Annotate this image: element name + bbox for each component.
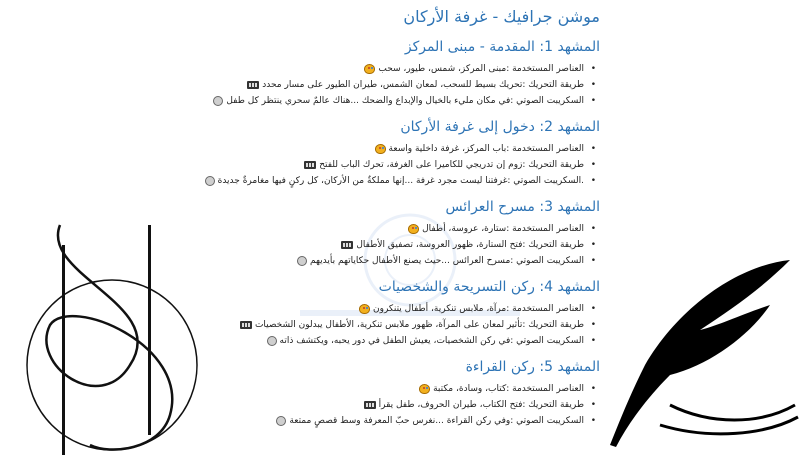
list-item: • طريقة التحريك :تأثير لمعان على المرآة، ظهور ملابس تنكرية، الأطفال يبدلون الشخصيات [180,318,584,332]
film-icon [364,401,376,409]
list-item: • طريقة التحريك :فتح الكتاب، طيران الحروف، طفل يقرأ [180,398,584,412]
scene-3 [180,198,600,268]
scene-2 [180,118,600,188]
speech-icon [297,256,307,266]
monogram-logo [20,215,200,455]
scene-title: المشهد 2: دخول إلى غرفة الأركان [400,119,600,135]
list-item: • طريقة التحريك :تحريك بسيط للسحب، لمعان الشمس، طيران الطيور على مسار محدد [180,78,584,92]
scene-list [180,142,600,188]
list-item: • طريقة التحريك :فتح الستارة، ظهور العروسة، تصفيق الأطفال [180,238,584,252]
list-item: • .السكريبت الصوتي :غرفتنا ليست مجرد غرفة ...إنها مملكةٌ من الأركان، كل ركنٍ فيها مغامرةٌ جديدة [180,174,584,188]
scene-title: المشهد 3: مسرح العرائس [445,199,600,215]
palette-icon [364,64,375,74]
list-item: • العناصر المستخدمة :كتاب، وسادة، مكتبة [180,382,584,396]
speech-icon [205,176,215,186]
scene-list [180,222,600,268]
film-icon [341,241,353,249]
document-title: موشن جرافيك - غرفة الأركان [403,7,600,26]
speech-icon [213,96,223,106]
list-item: • السكريبت الصوتي :في مكان مليء بالخيال والإبداع والضحك ...هناك عالمٌ سحري ينتظر كل طفل [180,94,584,108]
scene-title: المشهد 1: المقدمة - مبنى المركز [404,39,600,55]
list-item: • السكريبت الصوتي :وفي ركن القراءة ...نغرس حبّ المعرفة وسط قصصٍ ممتعة [180,414,584,428]
palette-icon [408,224,419,234]
list-item: • طريقة التحريك :زوم إن تدريجي للكاميرا على الغرفة، تحرك الباب للفتح [180,158,584,172]
scene-list [180,302,600,348]
list-item: • السكريبت الصوتي :في ركن الشخصيات، يعيش الطفل في دور يحبه، ويكتشف ذاته [180,334,584,348]
speech-icon [267,336,277,346]
scene-5 [180,358,600,428]
scene-4 [180,278,600,348]
scene-title: المشهد 4: ركن التسريحة والشخصيات [378,279,600,295]
document [180,0,600,430]
film-icon [304,161,316,169]
quill-logo [590,255,800,450]
palette-icon [419,384,430,394]
scene-title: المشهد 5: ركن القراءة [465,359,600,375]
scene-list [180,382,600,428]
film-icon [247,81,259,89]
film-icon [240,321,252,329]
scene-list [180,62,600,108]
list-item: • العناصر المستخدمة :مبنى المركز، شمس، طيور، سحب [180,62,584,76]
list-item: • العناصر المستخدمة :باب المركز، غرفة داخلية واسعة [180,142,584,156]
list-item: • العناصر المستخدمة :ستارة، عروسة، أطفال [180,222,584,236]
list-item: • السكريبت الصوتي :مسرح العرائس ...حيث يصنع الأطفال حكاياتهم بأيديهم [180,254,584,268]
scene-1 [180,38,600,108]
palette-icon [375,144,386,154]
list-item: • العناصر المستخدمة :مرآة، ملابس تنكرية، أطفال يتنكرون [180,302,584,316]
palette-icon [359,304,370,314]
speech-icon [276,416,286,426]
